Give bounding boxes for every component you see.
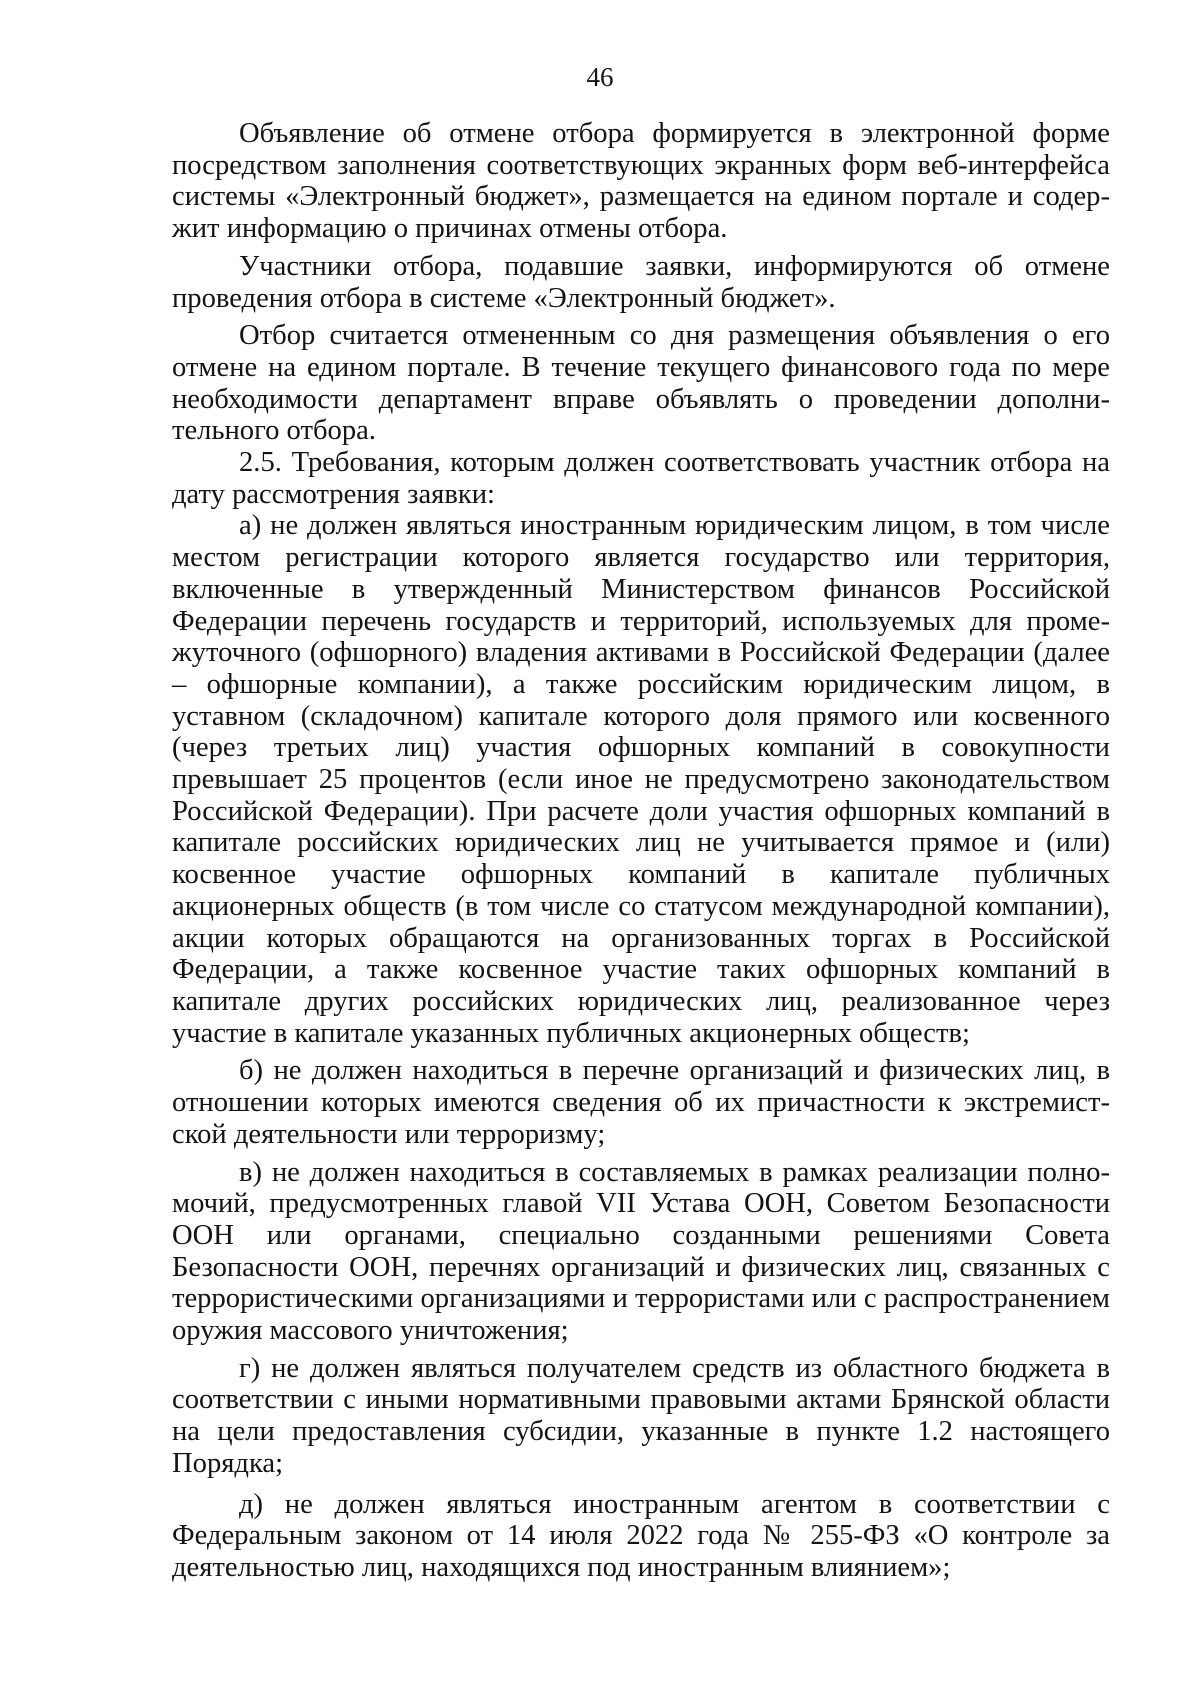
paragraph-requirements-2-5: 2.5. Требования, которым должен соответствовать участник отбора на дату рассмотрения заявки: [172, 447, 1110, 510]
paragraph-item-a: а) не должен являться иностранным юридическим лицом, в том числе местом регистрации которого является государство или территория, включенные в утвержденный Министерством финансов Российской Федерации перечень государств и территорий, используемых для промежуточного (офшорного) владения активами в Российской Федерации (далее – офшорные компании), а также российским юридическим лицом, в уставном (складочном) капитале которого доля прямого или косвенного (через третьих лиц) участия офшорных компаний в совокупности превышает 25 процентов (если иное не предусмотрено законодательством Российской Федерации). При расчете доли участия офшорных компаний в капитале российских юридических лиц не учитывается прямое и (или) косвенное участие офшорных компаний в капитале публичных акционерных обществ (в том числе со статусом международной компании), акции которых обращаются на организованных торгах в Российской Федерации, а также косвенное участие таких офшорных компаний в капитале других российских юридических лиц, реализованное через участие в капитале указанных публичных акционерных обществ; [172, 510, 1110, 1049]
page-number: 46 [586, 62, 614, 92]
paragraph-item-g: г) не должен являться получателем средств из областного бюджета в соответствии с иными нормативными правовыми актами Брянской области на цели предоставления субсидии, указанные в пункте 1.2 настоящего Порядка; [172, 1352, 1110, 1479]
paragraph-item-v: в) не должен находиться в составляемых в рамках реализации полномочий, предусмотренных главой VII Устава ООН, Советом Безопасности ООН или органами, специально созданными решениями Совета Безопасности ООН, перечнях организаций и физических лиц, связанных с террористическими организациями и террористами или с распространением оружия массового уничтожения; [172, 1156, 1110, 1347]
document-body [172, 118, 1110, 1584]
paragraph-selection-cancelled: Отбор считается отмененным со дня размещения объявления о его отмене на едином портале. В течение текущего финансового года по мере необходимости департамент вправе объявлять о проведении дополнительного отбора. [172, 320, 1110, 447]
paragraph-participants-informed: Участники отбора, подавшие заявки, информируются об отмене проведения отбора в системе «Электронный бюджет». [172, 250, 1110, 314]
paragraph-cancellation-notice: Объявление об отмене отбора формируется в электронной форме посредством заполнения соответствующих экранных форм веб-интерфейса системы «Электронный бюджет», размещается на едином портале и содержит информацию о причинах отмены отбора. [172, 118, 1110, 245]
paragraph-item-d: д) не должен являться иностранным агентом в соответствии с Федеральным законом от 14 июля 2022 года № 255-ФЗ «О контроле за деятельностью лиц, находящихся под иностранным влиянием»; [172, 1488, 1110, 1583]
paragraph-item-b: б) не должен находиться в перечне организаций и физических лиц, в отношении которых имеются сведения об их причастности к экстремистской деятельности или терроризму; [172, 1055, 1110, 1150]
